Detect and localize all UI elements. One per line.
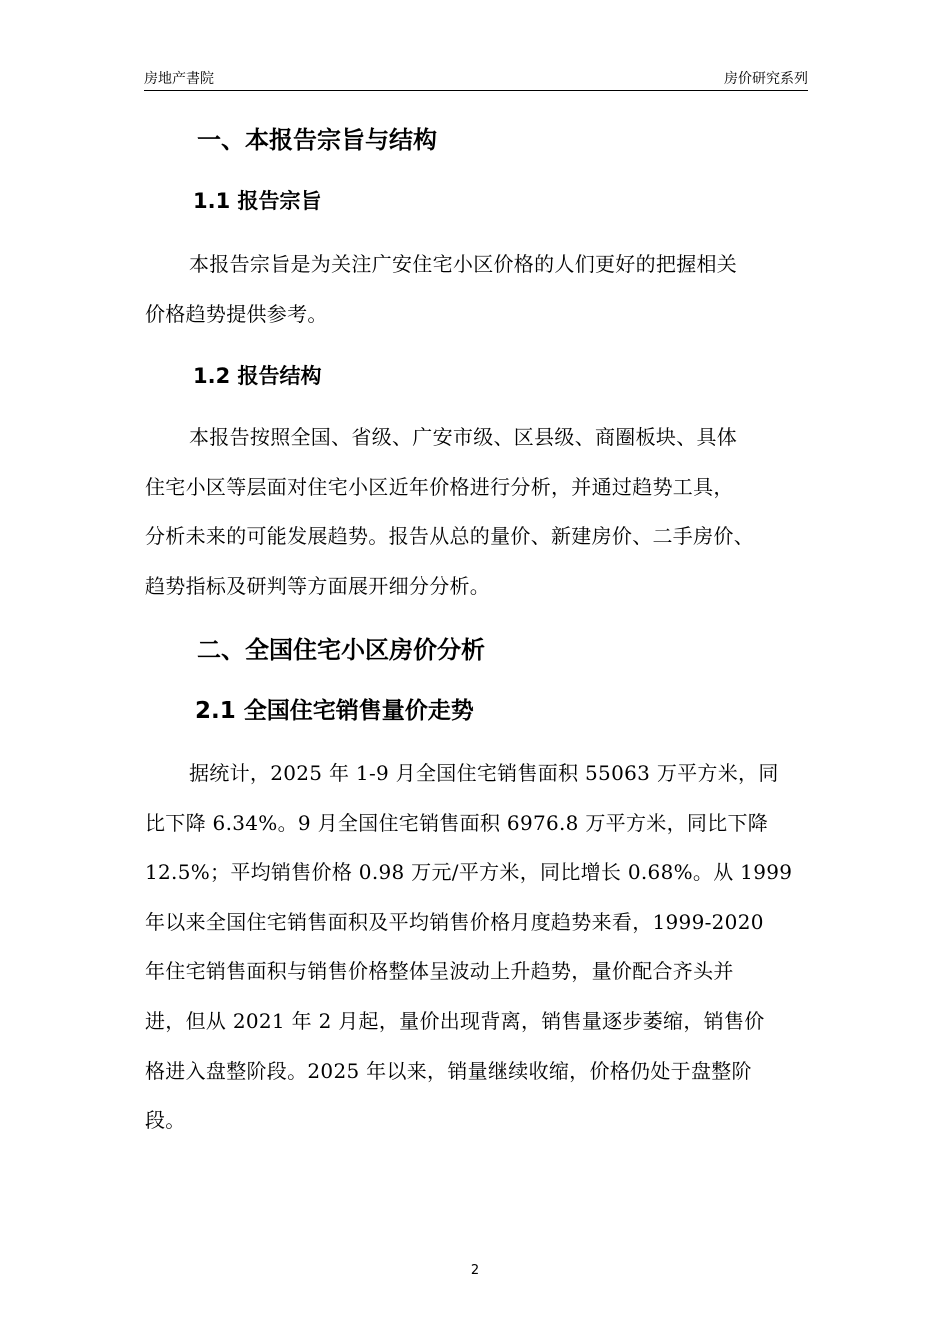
paragraph-line: 段。 [145,1108,186,1133]
paragraph-line: 价格趋势提供参考。 [145,301,328,326]
paragraph-line: 年以来全国住宅销售面积及平均销售价格月度趋势来看，1999-2020 [145,909,764,934]
paragraph-line: 比下降 6.34%。9 月全国住宅销售面积 6976.8 万平方米，同比下降 [145,810,769,835]
paragraph-line: 本报告宗旨是为关注广安住宅小区价格的人们更好的把握相关 [189,252,738,276]
paragraph-line: 住宅小区等层面对住宅小区近年价格进行分析，并通过趋势工具， [145,474,734,499]
paragraph-line: 年住宅销售面积与销售价格整体呈波动上升趋势，量价配合齐头并 [145,959,734,984]
section-2-1-paragraph [145,749,809,1146]
section-1-2-heading: 1.2 报告结构 [193,364,322,388]
section-2-1-heading: 2.1 全国住宅销售量价走势 [195,698,474,724]
section-1-1-paragraph [145,240,809,339]
section-1-1-heading: 1.1 报告宗旨 [193,189,322,213]
paragraph-line: 分析未来的可能发展趋势。报告从总的量价、新建房价、二手房价、 [145,524,754,549]
header-series: 房价研究系列 [724,71,808,87]
paragraph-line: 进，但从 2021 年 2 月起，量价出现背离，销售量逐步萎缩，销售价 [145,1008,765,1033]
section-2-heading: 二、全国住宅小区房价分析 [197,636,485,664]
header-publisher: 房地产書院 [144,71,214,87]
section-1-2-paragraph [145,413,809,611]
section-1-heading: 一、本报告宗旨与结构 [197,126,437,154]
paragraph-line: 本报告按照全国、省级、广安市级、区县级、商圈板块、具体 [189,425,738,449]
paragraph-line: 据统计，2025 年 1-9 月全国住宅销售面积 55063 万平方米，同 [189,761,779,785]
page-number: 2 [470,1263,480,1278]
paragraph-line: 格进入盘整阶段。2025 年以来，销量继续收缩，价格仍处于盘整阶 [145,1058,752,1083]
paragraph-line: 12.5%；平均销售价格 0.98 万元/平方米，同比增长 0.68%。从 1999 [145,860,793,885]
page-header [144,66,808,91]
paragraph-line: 趋势指标及研判等方面展开细分分析。 [145,573,491,598]
